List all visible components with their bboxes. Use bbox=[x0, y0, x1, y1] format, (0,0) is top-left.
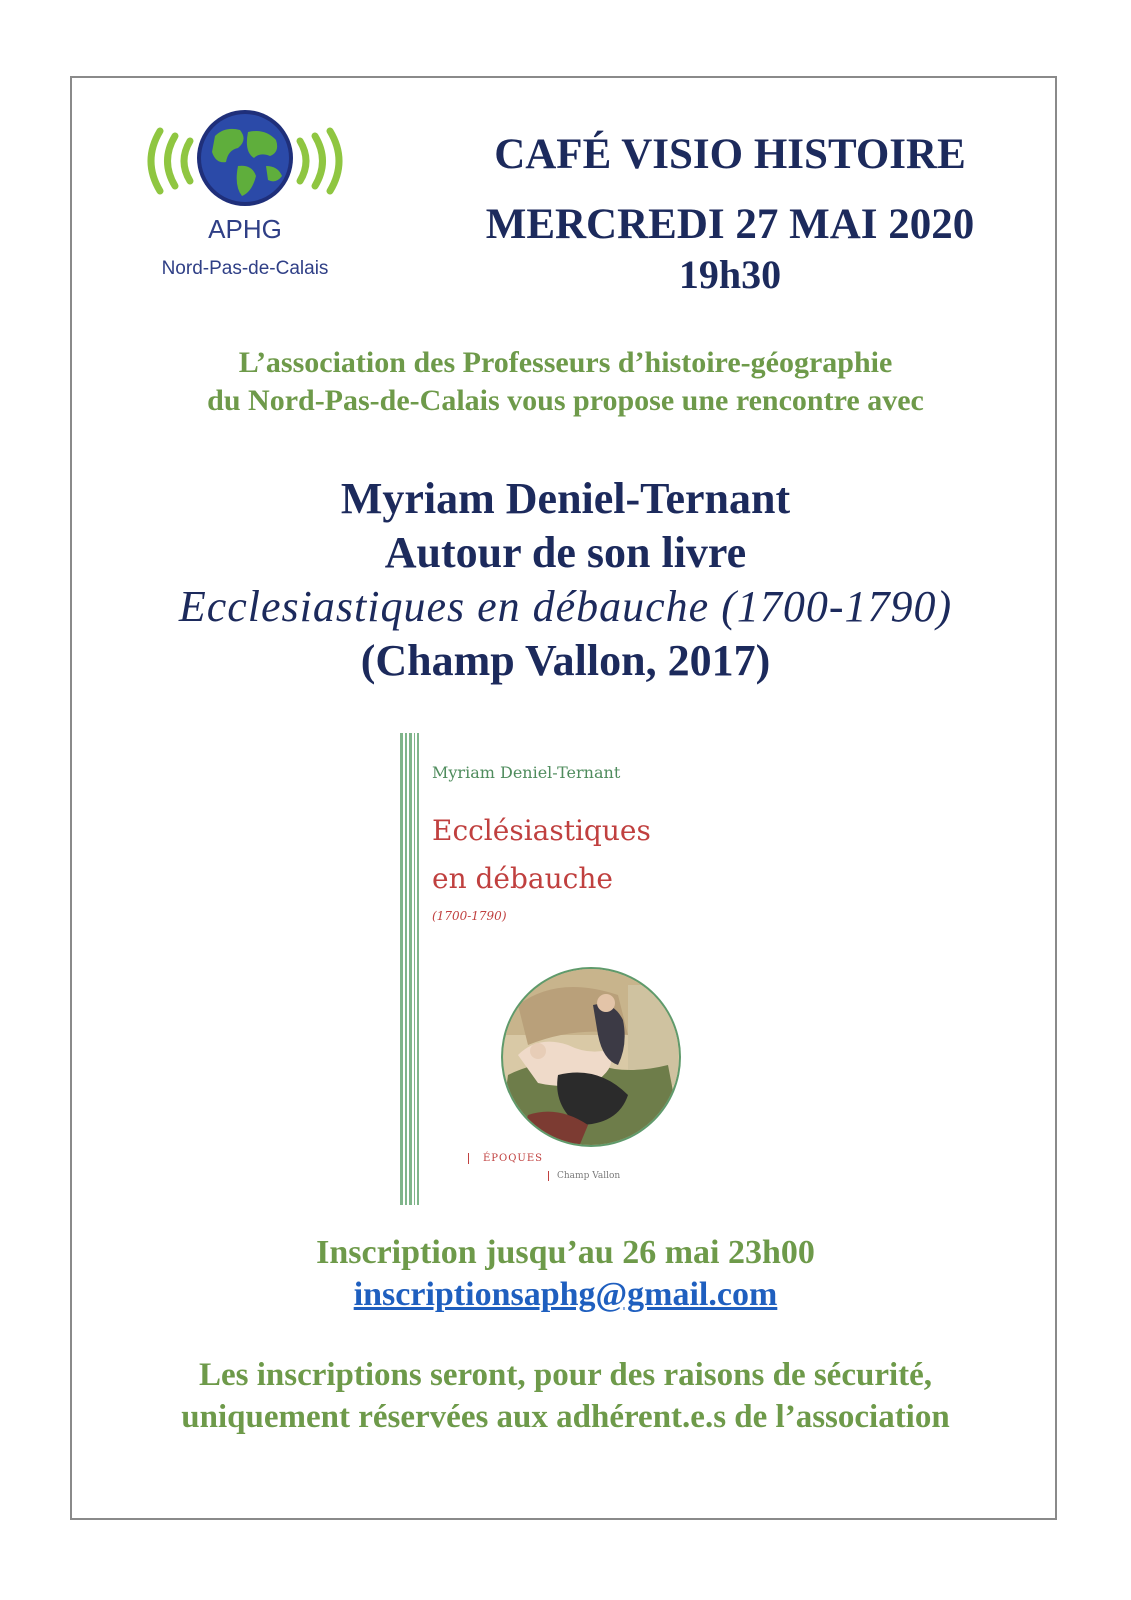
registration-email-link[interactable]: inscriptionsaphg@gmail.com bbox=[353, 1276, 778, 1313]
event-header bbox=[430, 128, 1030, 298]
cover-series: ÉPOQUES bbox=[468, 1153, 543, 1164]
notice-line-2: uniquement réservées aux adhérent.e.s de l’association bbox=[181, 1399, 950, 1435]
registration-block bbox=[80, 1232, 1051, 1316]
cover-illustration bbox=[498, 965, 684, 1149]
book-publisher-line: (Champ Vallon, 2017) bbox=[360, 636, 771, 685]
book-title: Ecclesiastiques en débauche (1700-1790) bbox=[178, 582, 953, 631]
registration-deadline: Inscription jusqu’au 26 mai 23h00 bbox=[316, 1234, 815, 1271]
cover-title-line-1: Ecclésiastiques bbox=[432, 814, 651, 847]
cover-title-line-2: en débauche bbox=[432, 862, 613, 895]
speaker-subtitle: Autour de son livre bbox=[384, 528, 747, 577]
globe-icon bbox=[130, 106, 360, 216]
cover-title bbox=[432, 807, 722, 903]
notice-line-1: Les inscriptions seront, pour des raisons de sécurité, bbox=[198, 1357, 933, 1393]
event-date: MERCREDI 27 MAI 2020 bbox=[485, 201, 975, 248]
intro-line-1: L’association des Professeurs d’histoire-géographie bbox=[238, 346, 893, 379]
event-title: CAFÉ VISIO HISTOIRE bbox=[494, 131, 966, 178]
logo-acronym: APHG bbox=[208, 214, 282, 244]
cover-author: Myriam Deniel-Ternant bbox=[432, 763, 621, 782]
intro-text bbox=[80, 344, 1051, 420]
members-only-notice bbox=[74, 1354, 1057, 1438]
aphg-logo bbox=[130, 106, 360, 286]
logo-region: Nord-Pas-de-Calais bbox=[161, 258, 329, 279]
speaker-block bbox=[80, 472, 1051, 688]
cover-publisher: Champ Vallon bbox=[548, 1171, 620, 1181]
cover-stripes bbox=[398, 733, 424, 1205]
speaker-name: Myriam Deniel-Ternant bbox=[340, 474, 791, 523]
cover-years: (1700-1790) bbox=[432, 909, 507, 923]
intro-line-2: du Nord-Pas-de-Calais vous propose une rencontre avec bbox=[207, 384, 924, 417]
book-cover bbox=[398, 733, 728, 1205]
event-time: 19h30 bbox=[678, 252, 782, 297]
